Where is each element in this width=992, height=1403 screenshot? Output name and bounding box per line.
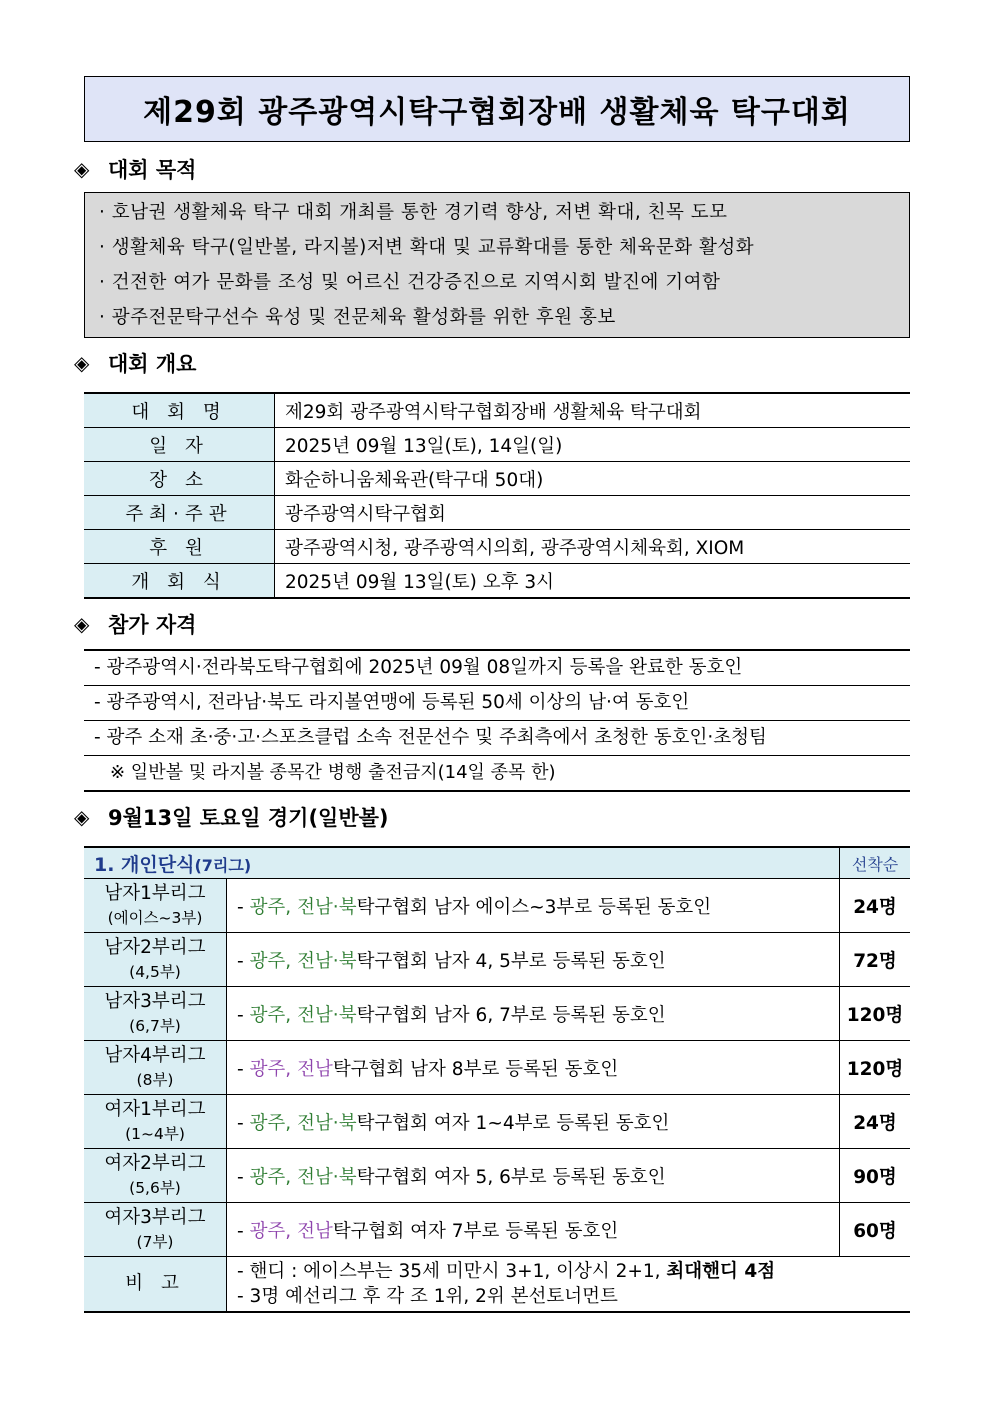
league-count: 72명 xyxy=(840,933,911,987)
league-desc: - 광주, 전남탁구협회 여자 7부로 등록된 동호인 xyxy=(227,1203,840,1257)
league-count: 24명 xyxy=(840,1095,911,1149)
row-label: 대 회 명 xyxy=(84,393,275,428)
league-row xyxy=(84,987,910,1041)
league-desc: - 광주, 전남·북탁구협회 여자 1~4부로 등록된 동호인 xyxy=(227,1095,840,1149)
row-value: 2025년 09월 13일(토), 14일(일) xyxy=(275,428,911,462)
document-title: 제29회 광주광역시탁구협회장배 생활체육 탁구대회 xyxy=(84,76,910,142)
row-label: 장 소 xyxy=(84,462,275,496)
row-label: 후 원 xyxy=(84,530,275,564)
row-label: 개 회 식 xyxy=(84,564,275,599)
note-text: - 핸디 : 에이스부는 35세 미만시 3+1, 이상시 2+1, 최대핸디 4점 - 3명 예선리그 후 각 조 1위, 2위 본선토너먼트 xyxy=(227,1257,911,1313)
row-label: 주최·주관 xyxy=(84,496,275,530)
diamond-icon: ◈ xyxy=(74,612,90,636)
section-title: 9월13일 토요일 경기(일반볼) xyxy=(108,806,389,830)
section-eligibility xyxy=(74,605,910,643)
league-name-cell: 남자2부리그 (4,5부) xyxy=(84,933,227,987)
league-row xyxy=(84,1095,910,1149)
section-overview xyxy=(74,344,910,382)
table-row xyxy=(84,393,910,428)
purpose-item: · 생활체육 탁구(일반볼, 라지볼)저변 확대 및 교류확대를 통한 체육문화 활성화 xyxy=(99,237,755,258)
purpose-item: · 광주전문탁구선수 육성 및 전문체육 활성화를 위한 후원 홍보 xyxy=(99,307,616,328)
table-row xyxy=(84,564,910,599)
league-count: 120명 xyxy=(840,1041,911,1095)
diamond-icon: ◈ xyxy=(74,805,90,829)
row-value: 제29회 광주광역시탁구협회장배 생활체육 탁구대회 xyxy=(275,393,911,428)
row-value: 광주광역시청, 광주광역시의회, 광주광역시체육회, XIOM xyxy=(275,530,911,564)
league-name-cell: 남자3부리그 (6,7부) xyxy=(84,987,227,1041)
row-value: 광주광역시탁구협회 xyxy=(275,496,911,530)
league-row xyxy=(84,1041,910,1095)
league-table xyxy=(84,846,910,1313)
row-value: 2025년 09월 13일(토) 오후 3시 xyxy=(275,564,911,599)
league-row xyxy=(84,933,910,987)
league-desc: - 광주, 전남·북탁구협회 남자 4, 5부로 등록된 동호인 xyxy=(227,933,840,987)
diamond-icon: ◈ xyxy=(74,157,90,181)
purpose-item: · 건전한 여가 문화를 조성 및 어르신 건강증진으로 지역시회 발진에 기여함 xyxy=(99,272,721,293)
eligibility-item: - 광주 소재 초·중·고·스포츠클럽 소속 전문선수 및 주최측에서 초청한 동호인·초청팀 xyxy=(84,721,910,756)
diamond-icon: ◈ xyxy=(74,351,90,375)
league-count: 60명 xyxy=(840,1203,911,1257)
league-row xyxy=(84,1149,910,1203)
eligibility-list xyxy=(84,649,910,792)
row-label: 일 자 xyxy=(84,428,275,462)
section-match xyxy=(74,798,910,836)
league-count: 120명 xyxy=(840,987,911,1041)
league-desc: - 광주, 전남·북탁구협회 남자 에이스~3부로 등록된 동호인 xyxy=(227,879,840,933)
league-row xyxy=(84,1203,910,1257)
league-desc: - 광주, 전남·북탁구협회 여자 5, 6부로 등록된 동호인 xyxy=(227,1149,840,1203)
league-name-cell: 남자4부리그 (8부) xyxy=(84,1041,227,1095)
league-order-header: 선착순 xyxy=(840,847,911,879)
purpose-item: · 호남권 생활체육 탁구 대회 개최를 통한 경기력 향상, 저변 확대, 친목 도모 xyxy=(99,202,728,223)
section-title: 대회 개요 xyxy=(108,352,197,376)
eligibility-item: - 광주광역시·전라북도탁구협회에 2025년 09월 08일까지 등록을 완료한 동호인 xyxy=(84,651,910,686)
eligibility-note: ※ 일반볼 및 라지볼 종목간 병행 출전금지(14일 종목 한) xyxy=(110,762,556,783)
league-name-cell: 여자1부리그 (1~4부) xyxy=(84,1095,227,1149)
table-row xyxy=(84,462,910,496)
section-title: 대회 목적 xyxy=(108,158,197,182)
document-page xyxy=(74,76,910,1313)
league-name-cell: 남자1부리그 (에이스~3부) xyxy=(84,879,227,933)
league-header-row xyxy=(84,847,910,879)
table-row xyxy=(84,428,910,462)
note-label: 비 고 xyxy=(84,1257,227,1313)
league-title: 1. 개인단식(7리그) xyxy=(84,847,840,879)
league-desc: - 광주, 전남·북탁구협회 남자 6, 7부로 등록된 동호인 xyxy=(227,987,840,1041)
league-name-cell: 여자3부리그 (7부) xyxy=(84,1203,227,1257)
league-count: 24명 xyxy=(840,879,911,933)
section-purpose xyxy=(74,150,910,188)
table-row xyxy=(84,530,910,564)
section-title: 참가 자격 xyxy=(108,613,197,637)
row-value: 화순하니움체육관(탁구대 50대) xyxy=(275,462,911,496)
eligibility-item: - 광주광역시, 전라남·북도 라지볼연맹에 등록된 50세 이상의 남·여 동호인 xyxy=(84,686,910,721)
overview-table xyxy=(84,392,910,599)
league-note-row xyxy=(84,1257,910,1313)
table-row xyxy=(84,496,910,530)
league-row xyxy=(84,879,910,933)
league-count: 90명 xyxy=(840,1149,911,1203)
purpose-box xyxy=(84,192,910,338)
league-name-cell: 여자2부리그 (5,6부) xyxy=(84,1149,227,1203)
league-desc: - 광주, 전남탁구협회 남자 8부로 등록된 동호인 xyxy=(227,1041,840,1095)
